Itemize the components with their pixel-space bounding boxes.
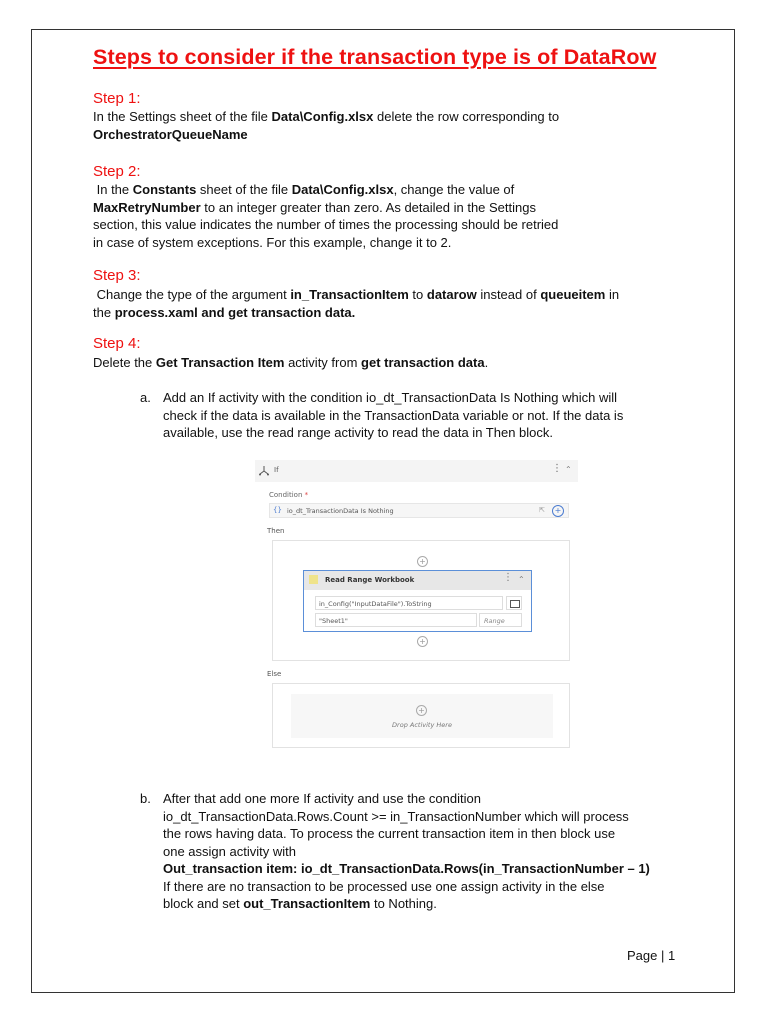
text-line: check if the data is available in the TransactionData variable or not. If the data is (163, 407, 624, 423)
if-activity-header (255, 460, 578, 482)
excel-sheet-icon (309, 575, 318, 584)
else-block (272, 683, 570, 748)
text-line: block and set out_TransactionItem to Nothing. (163, 896, 437, 911)
text-line: io_dt_TransactionData.Rows.Count >= in_TransactionNumber which will process (163, 808, 629, 824)
add-activity-plus-icon[interactable]: + (416, 705, 427, 716)
read-range-workbook-activity[interactable] (303, 570, 532, 632)
list-marker: a. (140, 390, 151, 405)
if-activity-label: If (274, 466, 279, 474)
text-line: After that add one more If activity and use the condition (163, 791, 481, 806)
drop-activity-zone[interactable] (291, 694, 553, 738)
step-3-body (93, 286, 693, 321)
text-line: one assign activity with (163, 843, 296, 859)
step-1-body (93, 108, 693, 143)
drop-activity-placeholder: Drop Activity Here (392, 721, 452, 729)
required-marker: * (304, 491, 309, 499)
step-2-body (93, 181, 693, 251)
text-line: Change the type of the argument in_TransactionItem to datarow instead of queueitem in (93, 287, 620, 302)
expand-editor-icon[interactable]: ⇱ (539, 506, 545, 514)
read-range-header (304, 571, 531, 590)
list-item-text (163, 790, 698, 913)
add-activity-plus-icon[interactable]: + (417, 636, 428, 647)
read-range-title: Read Range Workbook (325, 576, 415, 584)
if-activity-screenshot (255, 460, 578, 752)
add-activity-plus-icon[interactable]: + (417, 556, 428, 567)
step-1-heading: Step 1: (93, 90, 141, 107)
add-plus-icon[interactable]: + (552, 505, 564, 517)
condition-input[interactable] (269, 503, 569, 518)
collapse-icon[interactable]: ⌃ (565, 465, 572, 474)
document-title: Steps to consider if the transaction type is of DataRow (93, 45, 657, 69)
workbook-path-input[interactable]: in_Config("InputDataFile").ToString (315, 596, 503, 610)
step-4-heading: Step 4: (93, 335, 141, 352)
browse-folder-icon[interactable] (506, 596, 522, 610)
text-line: Add an If activity with the condition io_dt_TransactionData Is Nothing which will (163, 390, 618, 405)
text-line: OrchestratorQueueName (93, 126, 248, 142)
step-4-body (93, 354, 693, 372)
expression-braces-icon: {} (273, 506, 282, 514)
range-input[interactable]: Range (479, 613, 522, 627)
more-options-icon[interactable]: ⋮ (552, 463, 562, 474)
sheet-name-input[interactable]: "Sheet1" (315, 613, 477, 627)
text-line: Out_transaction item: io_dt_TransactionData.Rows(in_TransactionNumber – 1) (163, 861, 650, 876)
condition-value: io_dt_TransactionData Is Nothing (287, 507, 394, 515)
collapse-icon[interactable]: ⌃ (518, 575, 525, 584)
more-options-icon[interactable]: ⋮ (503, 572, 513, 583)
condition-label: Condition * (269, 491, 309, 499)
else-label: Else (267, 670, 282, 678)
text-line: in case of system exceptions. For this example, change it to 2. (93, 234, 452, 250)
step-3-heading: Step 3: (93, 267, 141, 284)
text-line: the rows having data. To process the current transaction item in then block use (163, 826, 616, 841)
page-number: Page | 1 (627, 948, 676, 963)
text-line: section, this value indicates the number of times the processing should be retried (93, 217, 559, 232)
text-line: Delete the Get Transaction Item activity from get transaction data. (93, 355, 489, 370)
then-label: Then (267, 527, 285, 535)
text-line: MaxRetryNumber to an integer greater than zero. As detailed in the Settings (93, 199, 536, 215)
text-line: In the Settings sheet of the file Data\Config.xlsx delete the row corresponding to (93, 109, 560, 124)
if-branch-icon (258, 466, 270, 476)
text-line: the process.xaml and get transaction data. (93, 304, 356, 320)
text-line: available, use the read range activity to read the data in Then block. (163, 425, 554, 440)
list-item-text (163, 389, 698, 442)
text-line: In the Constants sheet of the file Data\Config.xlsx, change the value of (93, 182, 515, 197)
text-line: If there are no transaction to be processed use one assign activity in the else (163, 878, 605, 894)
step-2-heading: Step 2: (93, 163, 141, 180)
list-marker: b. (140, 791, 151, 806)
